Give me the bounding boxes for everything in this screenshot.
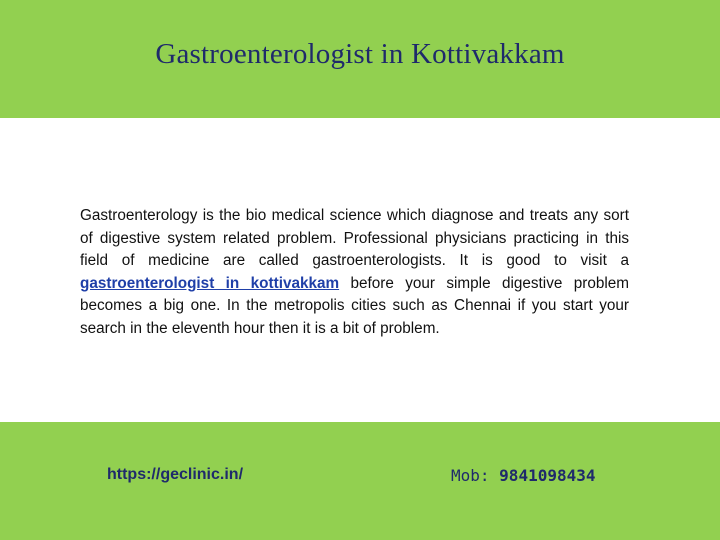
gastroenterologist-link[interactable]: gastroenterologist in kottivakkam [80, 274, 340, 292]
description-paragraph [80, 205, 629, 340]
paragraph-text-start: Gastroenterology is the bio medical science which diagnose and treats any sort of digestive system related problem. Professional physicians practicing in this field of medicine are called gastroenterologists. It is good to visit a [80, 207, 629, 269]
page-title: Gastroenterologist in Kottivakkam [155, 38, 565, 70]
mob-label: Mob: [451, 466, 490, 485]
mobile-contact [451, 466, 596, 485]
paragraph-text-end: before your simple digestive problem becomes a big one. In the metropolis cities such as Chennai if you start your search in the eleventh hour then it is a bit of problem. [80, 274, 629, 337]
website-link[interactable]: https://geclinic.in/ [107, 466, 244, 483]
mob-number: 9841098434 [499, 466, 596, 485]
